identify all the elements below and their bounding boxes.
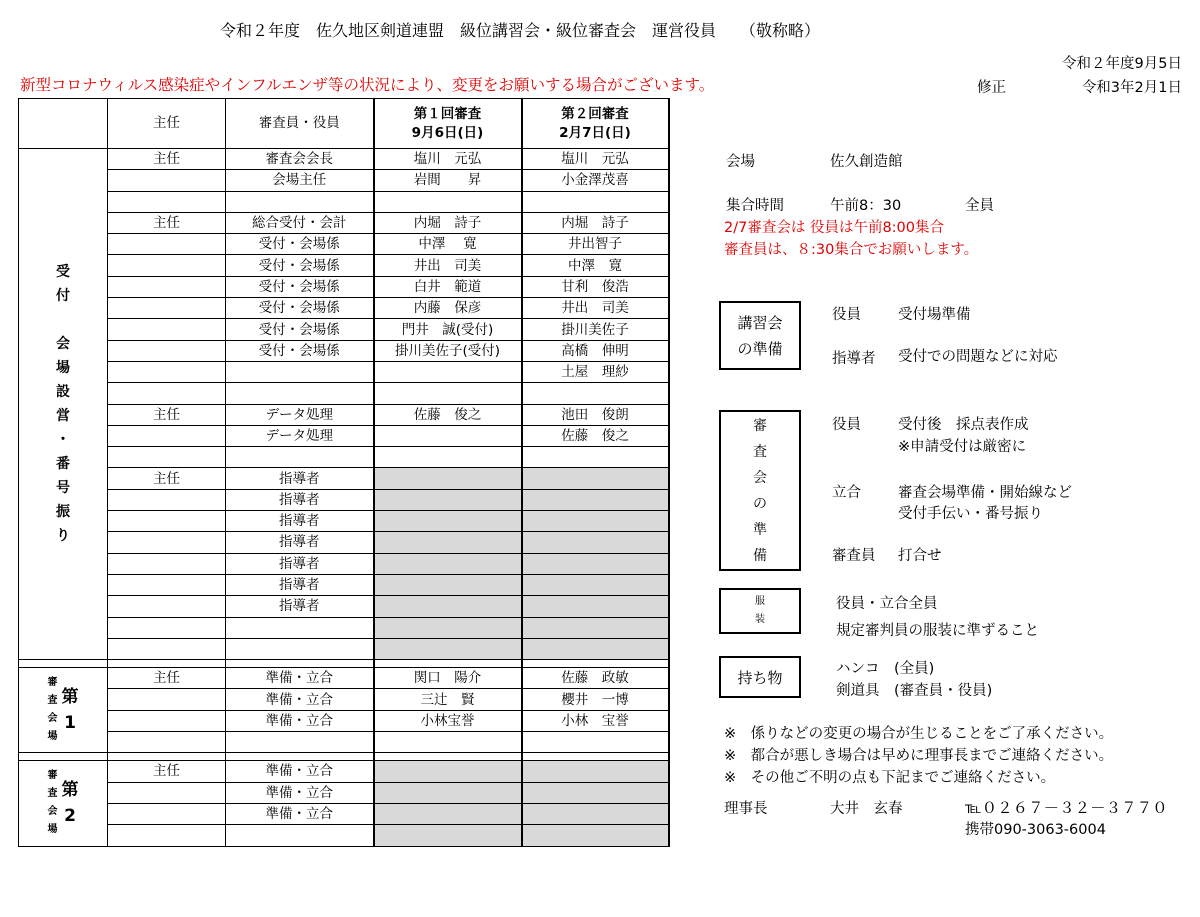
table-row — [19, 425, 669, 446]
table-row — [19, 255, 669, 276]
separator-cell — [226, 753, 374, 761]
exam1-cell — [374, 489, 522, 510]
role-cell: 受付・会場係 — [226, 298, 374, 319]
reception-section-label — [19, 149, 108, 660]
role-cell — [226, 617, 374, 638]
belongings-line1: ハンコ (全員) — [836, 661, 935, 677]
reception-char: 受 — [56, 264, 70, 281]
role-cell: データ処理 — [226, 425, 374, 446]
reception-char — [56, 308, 70, 332]
exam-prep-box — [719, 410, 801, 571]
exam1-cell: 門井 誠(受付) — [374, 319, 522, 340]
hall1-section-label — [19, 668, 108, 753]
exam1-cell — [374, 574, 522, 595]
exam2-cell: 井出 司美 — [522, 298, 669, 319]
exam2-cell — [522, 553, 669, 574]
chief-cell — [108, 574, 226, 595]
reception-char: 設 — [56, 384, 70, 401]
table-row — [19, 340, 669, 361]
hall2-small-char: 場 — [47, 824, 58, 836]
hall1-small-char: 審 — [47, 677, 58, 689]
role-cell: 受付・会場係 — [226, 276, 374, 297]
exam2-cell: 池田 俊朗 — [522, 404, 669, 425]
chief-cell — [108, 191, 226, 212]
chief-cell: 主任 — [108, 761, 226, 782]
exam1-cell — [374, 761, 522, 782]
exam1-cell — [374, 511, 522, 532]
exam1-cell — [374, 361, 522, 382]
table-row — [19, 761, 669, 782]
exam2-cell — [522, 732, 669, 753]
red-note-1: 2/7審査会は 役員は午前8:00集合 — [724, 220, 945, 236]
role-cell: データ処理 — [226, 404, 374, 425]
contact-role: 理事長 — [724, 801, 768, 817]
table-row — [19, 511, 669, 532]
role-cell: 準備・立合 — [226, 782, 374, 803]
header-exam1 — [374, 99, 522, 149]
exam2-cell: 塩川 元弘 — [522, 149, 669, 170]
separator-cell — [522, 660, 669, 668]
table-row — [19, 732, 669, 753]
note-1: ※ 係りなどの変更の場合が生じることをご了承ください。 — [724, 726, 1114, 742]
hall1-big-label — [62, 684, 79, 736]
document-title: 令和２年度 佐久地区剣道連盟 級位講習会・級位審査会 運営役員 （敬称略） — [220, 21, 821, 40]
reception-char: 付 — [56, 288, 70, 305]
hall2-section-label — [19, 761, 108, 846]
table-row — [19, 825, 669, 846]
contact-tel: ℡０２６７－３２－３７７０ — [965, 799, 1168, 817]
header-exam1-title: 第１回審査 — [413, 105, 482, 122]
note-2: ※ 都合が悪しき場合は早めに理事長までご連絡ください。 — [724, 748, 1114, 764]
role-cell: 指導者 — [226, 489, 374, 510]
table-row — [19, 383, 669, 404]
exam-prep-box-char: 備 — [753, 547, 767, 564]
role-cell: 準備・立合 — [226, 761, 374, 782]
reception-char: ・ — [56, 432, 70, 449]
role-cell: 会場主任 — [226, 170, 374, 191]
note-3: ※ その他ご不明の点も下記までご連絡ください。 — [724, 770, 1056, 786]
issue-date: 令和２年度9月5日 — [1062, 56, 1182, 72]
exam-prep-box-char: 会 — [753, 469, 767, 486]
exam1-cell — [374, 447, 522, 468]
contact-name: 大井 玄春 — [830, 801, 903, 817]
exam2-cell: 高橋 伸明 — [522, 340, 669, 361]
exam1-cell — [374, 425, 522, 446]
section-separator — [19, 660, 669, 668]
header-corner-cell — [19, 99, 108, 149]
exam2-cell — [522, 617, 669, 638]
exam-referee-text: 審査会場準備・開始線など — [898, 485, 1072, 501]
table-row — [19, 212, 669, 233]
table-row — [19, 170, 669, 191]
section-separator — [19, 753, 669, 761]
chief-cell — [108, 532, 226, 553]
exam1-cell: 井出 司美 — [374, 255, 522, 276]
exam2-cell: 内堀 詩子 — [522, 212, 669, 233]
exam-examiner-text: 打合せ — [898, 548, 942, 564]
table-row — [19, 361, 669, 382]
chief-cell — [108, 447, 226, 468]
exam-prep-box-char: 査 — [753, 443, 767, 460]
exam1-cell: 岩間 昇 — [374, 170, 522, 191]
chief-cell: 主任 — [108, 212, 226, 233]
role-cell: 審査会会長 — [226, 149, 374, 170]
exam2-cell: 掛川美佐子 — [522, 319, 669, 340]
table-row — [19, 710, 669, 731]
exam2-cell: 土屋 理紗 — [522, 361, 669, 382]
table-row — [19, 782, 669, 803]
role-cell: 指導者 — [226, 574, 374, 595]
table-row — [19, 276, 669, 297]
separator-cell — [19, 753, 108, 761]
exam1-cell — [374, 532, 522, 553]
exam2-cell: 小金澤茂喜 — [522, 170, 669, 191]
exam2-cell: 中澤 寛 — [522, 255, 669, 276]
hall1-small-char: 会 — [47, 713, 58, 725]
exam2-cell — [522, 468, 669, 489]
exam1-cell: 佐藤 俊之 — [374, 404, 522, 425]
exam1-cell: 三辻 賢 — [374, 689, 522, 710]
chief-cell — [108, 276, 226, 297]
separator-cell — [108, 660, 226, 668]
chief-cell — [108, 170, 226, 191]
hall2-side — [19, 767, 107, 839]
exam-staff-text2: ※申請受付は厳密に — [898, 439, 1027, 455]
red-note-2: 審査員は、８:30集合でお願いします。 — [724, 242, 979, 258]
exam2-cell — [522, 511, 669, 532]
role-cell: 準備・立合 — [226, 668, 374, 689]
meeting-time-value: 午前8：30 — [830, 198, 902, 214]
table-row — [19, 668, 669, 689]
reception-char: 場 — [56, 360, 70, 377]
exam2-cell — [522, 825, 669, 846]
exam-staff-text: 受付後 採点表作成 — [898, 417, 1029, 433]
role-cell: 準備・立合 — [226, 803, 374, 824]
reception-char: 営 — [56, 408, 70, 425]
table-row — [19, 447, 669, 468]
exam2-cell: 櫻井 一博 — [522, 689, 669, 710]
role-cell: 準備・立合 — [226, 689, 374, 710]
exam-prep-box-char: 審 — [753, 417, 767, 434]
exam2-cell — [522, 782, 669, 803]
exam1-cell — [374, 617, 522, 638]
header-exam2-title: 第２回審査 — [561, 105, 629, 122]
exam2-cell: 甘利 俊浩 — [522, 276, 669, 297]
separator-cell — [374, 753, 522, 761]
role-cell: 準備・立合 — [226, 710, 374, 731]
prep-box-line2: の準備 — [737, 339, 783, 358]
table-row — [19, 298, 669, 319]
role-cell: 指導者 — [226, 532, 374, 553]
dress-line2: 規定審判員の服装に準ずること — [836, 623, 1039, 639]
belongings-box: 持ち物 — [719, 656, 801, 698]
hall1-small-char: 査 — [47, 695, 58, 707]
role-cell: 受付・会場係 — [226, 234, 374, 255]
reception-char: 号 — [56, 480, 70, 497]
exam2-cell — [522, 191, 669, 212]
table-row — [19, 803, 669, 824]
table-row — [19, 319, 669, 340]
reception-label — [56, 260, 70, 548]
prep-instructor-text: 受付での問題などに対応 — [898, 349, 1058, 365]
reception-char: 会 — [56, 336, 70, 353]
exam2-cell — [522, 447, 669, 468]
role-cell — [226, 825, 374, 846]
hall2-small-char: 会 — [47, 806, 58, 818]
hall2-small-char: 審 — [47, 770, 58, 782]
exam1-cell: 中澤 寛 — [374, 234, 522, 255]
exam-prep-box-char: 準 — [753, 521, 767, 538]
table-row — [19, 638, 669, 659]
chief-cell — [108, 319, 226, 340]
dress-box-char2: 装 — [755, 614, 765, 625]
table-row — [19, 468, 669, 489]
chief-cell — [108, 383, 226, 404]
exam1-cell: 小林宝誉 — [374, 710, 522, 731]
chief-cell: 主任 — [108, 149, 226, 170]
dress-box — [719, 588, 801, 634]
exam1-cell: 白井 範道 — [374, 276, 522, 297]
header-chief: 主任 — [108, 99, 226, 149]
hall1-small-char: 場 — [47, 731, 58, 743]
exam1-cell — [374, 825, 522, 846]
role-cell: 総合受付・会計 — [226, 212, 374, 233]
exam2-cell: 井出智子 — [522, 234, 669, 255]
prep-staff-label: 役員 — [832, 307, 861, 323]
dress-box-char1: 服 — [755, 596, 765, 607]
chief-cell — [108, 553, 226, 574]
prep-box — [719, 301, 801, 370]
role-cell: 指導者 — [226, 596, 374, 617]
exam1-cell — [374, 468, 522, 489]
table-row — [19, 689, 669, 710]
belongings-line2: 剣道具 (審査員・役員) — [836, 683, 993, 699]
separator-cell — [19, 660, 108, 668]
exam1-cell — [374, 553, 522, 574]
table-header-row — [19, 99, 669, 149]
exam1-cell: 内藤 保彦 — [374, 298, 522, 319]
chief-cell — [108, 340, 226, 361]
role-cell: 指導者 — [226, 511, 374, 532]
separator-cell — [226, 660, 374, 668]
chief-cell — [108, 782, 226, 803]
exam1-cell — [374, 596, 522, 617]
exam1-cell — [374, 638, 522, 659]
exam1-cell: 塩川 元弘 — [374, 149, 522, 170]
hall1-side — [19, 674, 107, 746]
header-role: 審査員・役員 — [226, 99, 374, 149]
chief-cell: 主任 — [108, 468, 226, 489]
hall2-big-char: 第 — [61, 780, 79, 801]
chief-cell — [108, 255, 226, 276]
separator-cell — [374, 660, 522, 668]
exam2-cell: 佐藤 俊之 — [522, 425, 669, 446]
exam1-cell — [374, 383, 522, 404]
exam2-cell — [522, 532, 669, 553]
chief-cell — [108, 234, 226, 255]
prep-instructor-label: 指導者 — [832, 351, 876, 367]
prep-box-line1: 講習会 — [737, 313, 783, 332]
revision-date: 令和3年2月1日 — [1081, 80, 1182, 96]
chief-cell: 主任 — [108, 404, 226, 425]
exam2-cell — [522, 803, 669, 824]
role-cell: 受付・会場係 — [226, 255, 374, 276]
meeting-time-label: 集合時間 — [726, 198, 784, 214]
chief-cell — [108, 511, 226, 532]
change-notice: 新型コロナウィルス感染症やインフルエンザ等の状況により、変更をお願いする場合がございます。 — [20, 76, 715, 94]
separator-cell — [522, 753, 669, 761]
reception-char: 振 — [56, 504, 70, 521]
exam-staff-label: 役員 — [832, 417, 861, 433]
chief-cell — [108, 361, 226, 382]
chief-cell — [108, 803, 226, 824]
exam2-cell — [522, 489, 669, 510]
table-row — [19, 553, 669, 574]
chief-cell — [108, 732, 226, 753]
exam1-cell: 内堀 詩子 — [374, 212, 522, 233]
role-cell: 受付・会場係 — [226, 319, 374, 340]
hall1-big-char: 第 — [61, 687, 79, 708]
reception-char: り — [56, 528, 70, 545]
table-row — [19, 191, 669, 212]
prep-staff-text: 受付場準備 — [898, 307, 971, 323]
chief-cell — [108, 710, 226, 731]
role-cell — [226, 732, 374, 753]
exam1-cell — [374, 732, 522, 753]
chief-cell — [108, 617, 226, 638]
header-exam1-date: 9月6日(日) — [411, 124, 484, 141]
exam2-cell — [522, 638, 669, 659]
chief-cell — [108, 596, 226, 617]
exam2-cell: 佐藤 政敏 — [522, 668, 669, 689]
role-cell — [226, 191, 374, 212]
meeting-who: 全員 — [965, 198, 994, 214]
contact-mobile: 携帯090-3063-6004 — [965, 822, 1106, 838]
chief-cell — [108, 825, 226, 846]
role-cell: 受付・会場係 — [226, 340, 374, 361]
table-row — [19, 489, 669, 510]
exam-examiner-label: 審査員 — [832, 548, 876, 564]
exam1-cell — [374, 803, 522, 824]
hall2-small-char: 査 — [47, 788, 58, 800]
table-row — [19, 234, 669, 255]
exam1-cell: 関口 陽介 — [374, 668, 522, 689]
hall2-big-char: 2 — [64, 806, 76, 827]
role-cell: 指導者 — [226, 553, 374, 574]
venue-value: 佐久創造館 — [830, 154, 903, 170]
chief-cell: 主任 — [108, 668, 226, 689]
exam1-cell — [374, 782, 522, 803]
exam2-cell — [522, 761, 669, 782]
exam2-cell: 小林 宝誉 — [522, 710, 669, 731]
exam1-cell — [374, 191, 522, 212]
exam-referee-text2: 受付手伝い・番号振り — [898, 506, 1043, 522]
header-exam2-date: 2月7日(日) — [559, 124, 631, 141]
reception-char: 番 — [56, 456, 70, 473]
header-exam2 — [522, 99, 669, 149]
chief-cell — [108, 425, 226, 446]
role-cell — [226, 361, 374, 382]
hall1-small-label — [48, 674, 58, 746]
revision-label: 修正 — [977, 80, 1006, 96]
role-cell — [226, 383, 374, 404]
exam2-cell — [522, 574, 669, 595]
role-cell: 指導者 — [226, 468, 374, 489]
table-row — [19, 574, 669, 595]
separator-cell — [108, 753, 226, 761]
hall2-big-label — [62, 777, 79, 829]
role-cell — [226, 638, 374, 659]
exam1-cell: 掛川美佐子(受付) — [374, 340, 522, 361]
table-row — [19, 532, 669, 553]
table-row — [19, 596, 669, 617]
chief-cell — [108, 489, 226, 510]
chief-cell — [108, 638, 226, 659]
chief-cell — [108, 689, 226, 710]
role-cell — [226, 447, 374, 468]
dress-line1: 役員・立合全員 — [836, 596, 938, 612]
exam2-cell — [522, 383, 669, 404]
exam-prep-box-char: の — [753, 495, 767, 512]
staff-table — [18, 98, 670, 847]
table-row — [19, 617, 669, 638]
exam-referee-label: 立合 — [832, 485, 861, 501]
exam-prep-box-chars — [753, 413, 767, 569]
hall1-big-char: 1 — [64, 713, 76, 734]
table-row — [19, 149, 669, 170]
table-row — [19, 404, 669, 425]
venue-label: 会場 — [726, 154, 755, 170]
chief-cell — [108, 298, 226, 319]
exam2-cell — [522, 596, 669, 617]
hall2-small-label — [48, 767, 58, 839]
